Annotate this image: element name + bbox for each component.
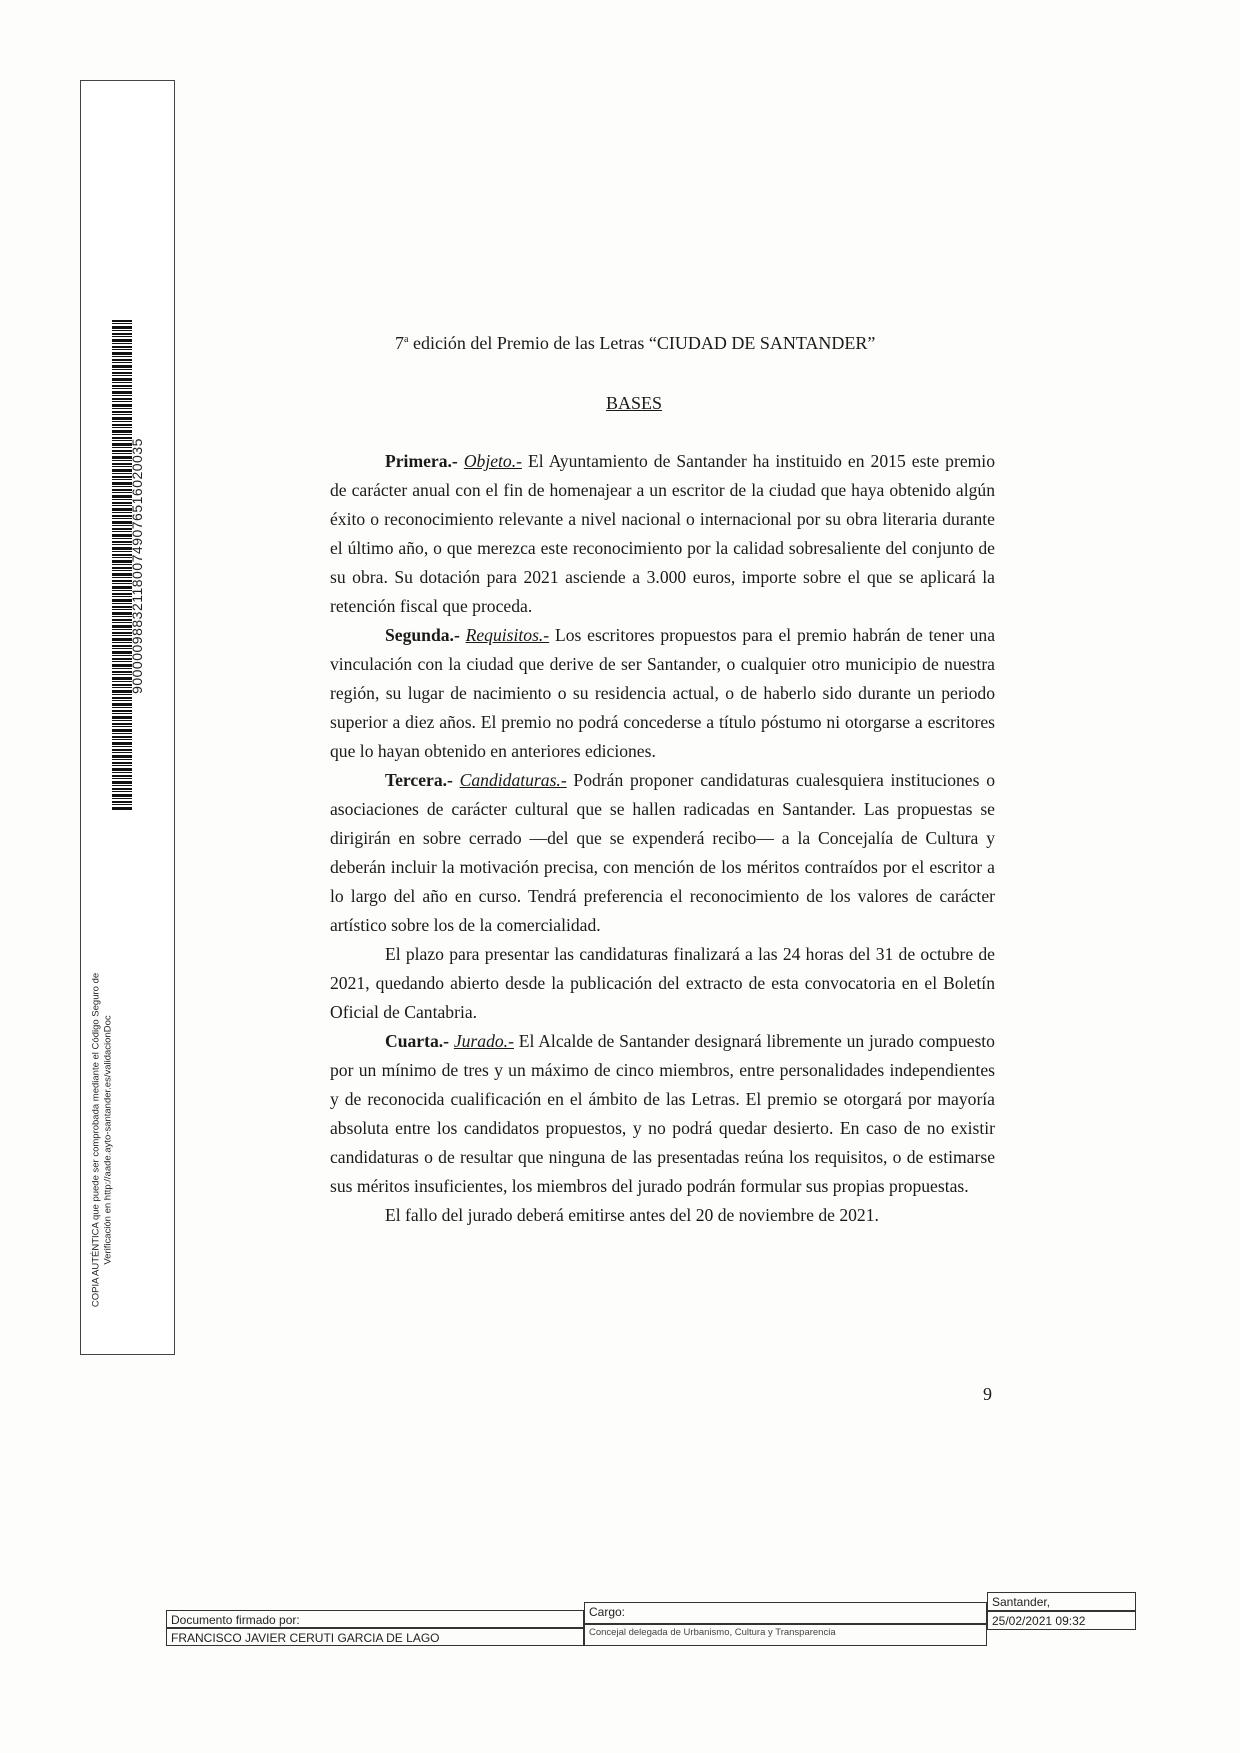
signed-by-label: Documento firmado por: — [166, 1610, 584, 1628]
signature-datetime: 25/02/2021 09:32 — [987, 1611, 1136, 1630]
paragraph-segunda: Segunda.- Requisitos.- Los escritores propuestos para el premio habrán de tener una vinculación con la ciudad que derive de ser Santander, o cualquier otro municipio de nuestra región, su lugar de nacimiento o su residencia actual, o de haberlo sido durante un periodo superior a diez años. El premio no podrá concederse a título póstumo ni otorgarse a escritores que lo hayan obtenido en anteriores ediciones. — [330, 625, 995, 761]
signer-name: FRANCISCO JAVIER CERUTI GARCIA DE LAGO — [166, 1628, 584, 1646]
section-heading: BASES — [606, 393, 663, 413]
paragraph-fallo: El fallo del jurado deberá emitirse antes del 20 de noviembre de 2021. — [385, 1205, 879, 1225]
paragraph-tercera: Tercera.- Candidaturas.- Podrán proponer candidaturas cualesquiera instituciones o asociaciones de carácter cultural que se hallen radicadas en Santander. Las propuestas se dirigirán en sobre cerrado —del que se expenderá recibo— a la Concejalía de Cultura y deberán incluir la motivación precisa, con mención de los méritos contraídos por el escritor a lo largo del año en curso. Tendrá preferencia el reconocimiento de los valores de carácter artístico sobre los de la comercialidad. — [330, 770, 995, 935]
document-title: 7$^a$ edición del Premio de las Letras “CIUDAD DE SANTANDER” — [395, 333, 876, 353]
page-number: 9 — [983, 1384, 992, 1404]
paragraph-cuarta: Cuarta.- Jurado.- El Alcalde de Santander designará libremente un jurado compuesto por un mínimo de tres y un máximo de cinco miembros, entre personalidades independientes y de reconocida cualificación en el ámbito de las Letras. El premio se otorgará por mayoría absoluta entre los candidatos propuestos, y no podrá quedar desierto. En caso de no existir candidaturas o de resultar que ninguna de las presentadas reúna los requisitos, o de estimarse sus méritos insuficientes, los miembros del jurado podrán formular sus propias propuestas. — [330, 1031, 995, 1196]
position-label: Cargo: — [584, 1602, 987, 1624]
document-body — [330, 447, 995, 1230]
position-value: Concejal delegada de Urbanismo, Cultura y Transparencia — [584, 1624, 987, 1646]
signature-place: Santander, — [987, 1592, 1136, 1611]
signature-box — [166, 1592, 1136, 1646]
paragraph-primera: Primera.- Objeto.- El Ayuntamiento de Santander ha instituido en 2015 este premio de carácter anual con el fin de homenajear a un escritor de la ciudad que haya obtenido algún éxito o reconocimiento relevante a nivel nacional o internacional por su obra literaria durante el último año, o que merezca este reconocimiento por la calidad sobresaliente del conjunto de su obra. Su dotación para 2021 asciende a 3.000 euros, importe sobre el que se aplicará la retención fiscal que proceda. — [330, 451, 995, 616]
paragraph-plazo: El plazo para presentar las candidaturas finalizará a las 24 horas del 31 de octubre de 2021, quedando abierto desde la publicación del extracto de esta convocatoria en el Boletín Oficial de Cantabria. — [330, 944, 995, 1022]
